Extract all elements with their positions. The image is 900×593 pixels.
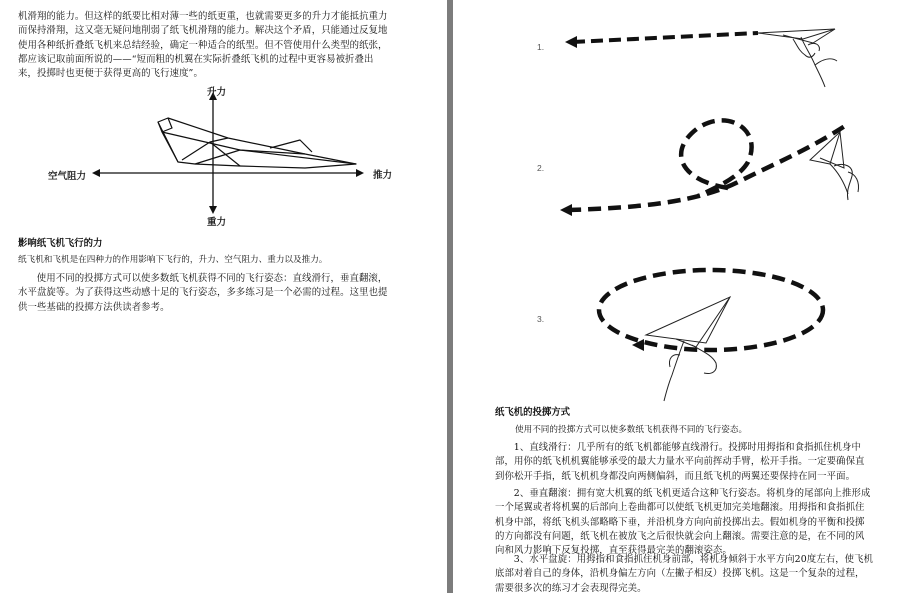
intro-line: 来，投掷时也更便于获得更高的飞行速度”。: [18, 68, 203, 80]
paragraph-vertical-loop: [495, 487, 895, 558]
forces-diagram: [0, 80, 447, 230]
para-line: 一个尾翼或者将机翼的后部向上卷曲都可以使纸飞机更加完美地翻滚。用拇指和食指抓住: [495, 502, 865, 514]
para-line: 部，用你的纸飞机机翼能够承受的最大力量水平向前挥动手臂，松开手指。一定要确保直: [495, 456, 865, 468]
para-line: 向和风力影响下反复投掷，直至获得最完美的翻滚姿态。: [495, 545, 732, 557]
body-paragraph: [18, 272, 438, 315]
intro-paragraph: [18, 10, 438, 81]
intro-line: 而保持滑翔，这又毫无疑问地削弱了纸飞机滑翔的能力。解决这个矛盾，只能通过反复地: [18, 25, 388, 37]
intro-line: 使用各种纸折叠纸飞机来总结经验，确定一种适合的纸型。但不管使用什么类型的纸张，: [18, 39, 388, 51]
para-line: 机身中部，将纸飞机头部略略下垂，并沿机身方向向前投掷出去。假如机身的平衡和投掷: [495, 516, 865, 528]
section-note: 使用不同的投掷方式可以使多数纸飞机获得不同的飞行姿态。: [515, 425, 748, 435]
para-line: 3、水平盘旋：用拇指和食指抓住机身前部，将机身倾斜于水平方向20度左右，使飞机: [513, 554, 874, 565]
para-line: 到你松开手指，纸飞机机身都没向两侧偏斜，而且纸飞机的两翼还要保持在同一平面。: [495, 470, 856, 482]
para-line: 的方向都没有问题，纸飞机在被放飞之后很快就会向上翻滚。需要注意的是，在不同的风: [495, 530, 865, 542]
para-line: 需要很多次的练习才会表现得完美。: [495, 582, 647, 593]
paragraph-straight-glide: [495, 441, 895, 484]
left-page: [0, 0, 447, 593]
para-line: 1、直线滑行：几乎所有的纸飞机都能够直线滑行。投掷时用拇指和食指抓住机身中: [513, 442, 861, 453]
para-line: 2、垂直翻滚：拥有宽大机翼的纸飞机更适合这种飞行姿态。将机身的尾部向上推形成: [513, 488, 871, 499]
vertical-loop-illustration: [548, 110, 878, 225]
intro-line: 机滑翔的能力。但这样的纸要比相对薄一些的纸更重，也就需要更多的升力才能抵抗重力: [18, 11, 388, 22]
thrust-label: 推力: [373, 170, 393, 181]
body-line: 供一些基础的投掷方法供读者参考。: [18, 301, 170, 313]
para-line: 底部对着自己的身体，沿机身偏左方向（左撇子相反）投掷飞机。这是一个复杂的过程，: [495, 568, 865, 580]
section-title: 影响纸飞机飞行的力: [18, 238, 103, 249]
step-label-2: 2.: [537, 163, 545, 173]
section-title: 纸飞机的投掷方式: [495, 407, 571, 418]
paragraph-horizontal-circle: [495, 553, 895, 593]
body-line: 使用不同的投掷方式可以使多数纸飞机获得不同的飞行姿态：直线滑行，垂直翻滚，: [36, 273, 388, 284]
horizontal-circle-illustration: [588, 255, 858, 405]
step-label-1: 1.: [537, 42, 545, 52]
lift-label: 升力: [207, 87, 227, 98]
body-line: 水平盘旋等。为了获得这些动感十足的飞行姿态，多多练习是一个必需的过程。这里也提: [18, 287, 388, 299]
right-page: [453, 0, 900, 593]
step-label-3: 3.: [537, 314, 545, 324]
drag-label: 空气阻力: [48, 171, 87, 182]
straight-glide-illustration: [553, 15, 853, 90]
intro-line: 都应该记取前面所说的——“短而粗的机翼在实际折叠纸飞机的过程中更容易被折叠出: [18, 53, 374, 65]
gravity-label: 重力: [207, 217, 227, 228]
section-note: 纸飞机和飞机是在四种力的作用影响下飞行的，升力、空气阻力、重力以及推力。: [18, 255, 328, 265]
